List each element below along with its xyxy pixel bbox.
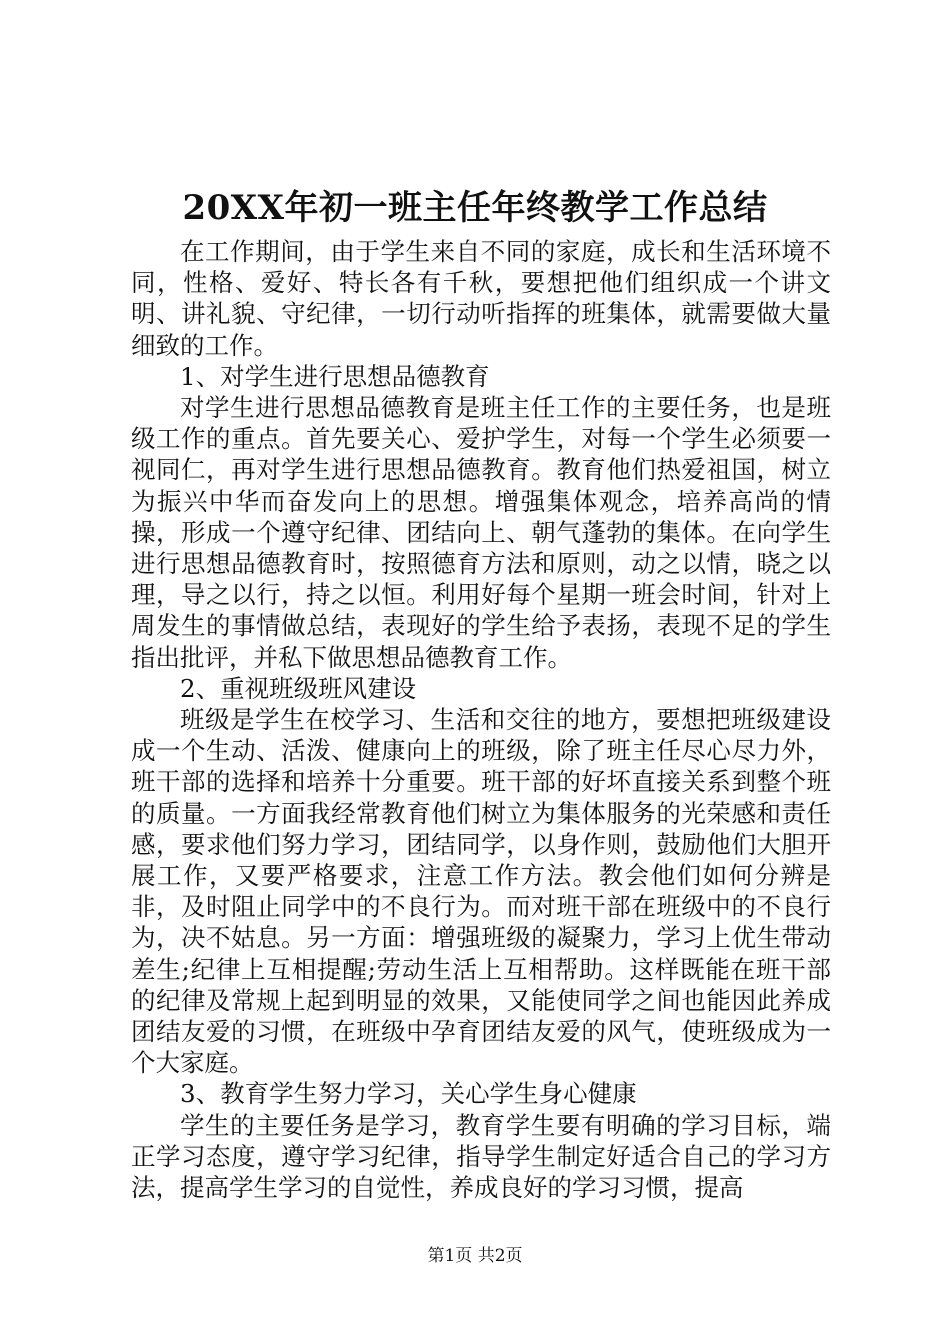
page-footer: 第1页 共2页 bbox=[427, 1246, 523, 1266]
document-body bbox=[131, 236, 831, 1203]
paragraph-section-2: 班级是学生在校学习、生活和交往的地方，要想把班级建设成一个生动、活泼、健康向上的班级，除了班主任尽心尽力外，班干部的选择和培养十分重要。班干部的好坏直接关系到整个班的质量。一方面我经常教育他们树立为集体服务的光荣感和责任感，要求他们努力学习，团结同学，以身作则，鼓励他们大胆开展工作，又要严格要求，注意工作方法。教会他们如何分辨是非，及时阻止同学中的不良行为。而对班干部在班级中的不良行为，决不姑息。另一方面：增强班级的凝聚力，学习上优生带动差生;纪律上互相提醒;劳动生活上互相帮助。这样既能在班干部的纪律及常规上起到明显的效果，又能使同学之间也能因此养成团结友爱的习惯，在班级中孕育团结友爱的风气，使班级成为一个大家庭。 bbox=[131, 705, 831, 1078]
section-heading-2: 2、重视班级班风建设 bbox=[180, 673, 417, 703]
section-heading-1: 1、对学生进行思想品德教育 bbox=[180, 361, 490, 391]
paragraph-intro: 在工作期间，由于学生来自不同的家庭，成长和生活环境不同，性格、爱好、特长各有千秋，要想把他们组织成一个讲文明、讲礼貌、守纪律，一切行动听指挥的班集体，就需要做大量细致的工作。 bbox=[131, 237, 831, 360]
paragraph-section-1: 对学生进行思想品德教育是班主任工作的主要任务，也是班级工作的重点。首先要关心、爱护学生，对每一个学生必须要一视同仁，再对学生进行思想品德教育。教育他们热爱祖国，树立为振兴中华而奋发向上的思想。增强集体观念，培养高尚的情操，形成一个遵守纪律、团结向上、朝气蓬勃的集体。在向学生进行思想品德教育时，按照德育方法和原则，动之以情，晓之以理，导之以行，持之以恒。利用好每个星期一班会时间，针对上周发生的事情做总结，表现好的学生给予表扬，表现不足的学生指出批评，并私下做思想品德教育工作。 bbox=[131, 393, 831, 672]
section-heading-3: 3、教育学生努力学习，关心学生身心健康 bbox=[180, 1079, 637, 1109]
document-title: 20XX年初一班主任年终教学工作总结 bbox=[182, 188, 768, 228]
paragraph-section-3: 学生的主要任务是学习，教育学生要有明确的学习目标，端正学习态度，遵守学习纪律，指导学生制定好适合自己的学习方法，提高学生学习的自觉性，养成良好的学习习惯，提高 bbox=[131, 1110, 831, 1203]
